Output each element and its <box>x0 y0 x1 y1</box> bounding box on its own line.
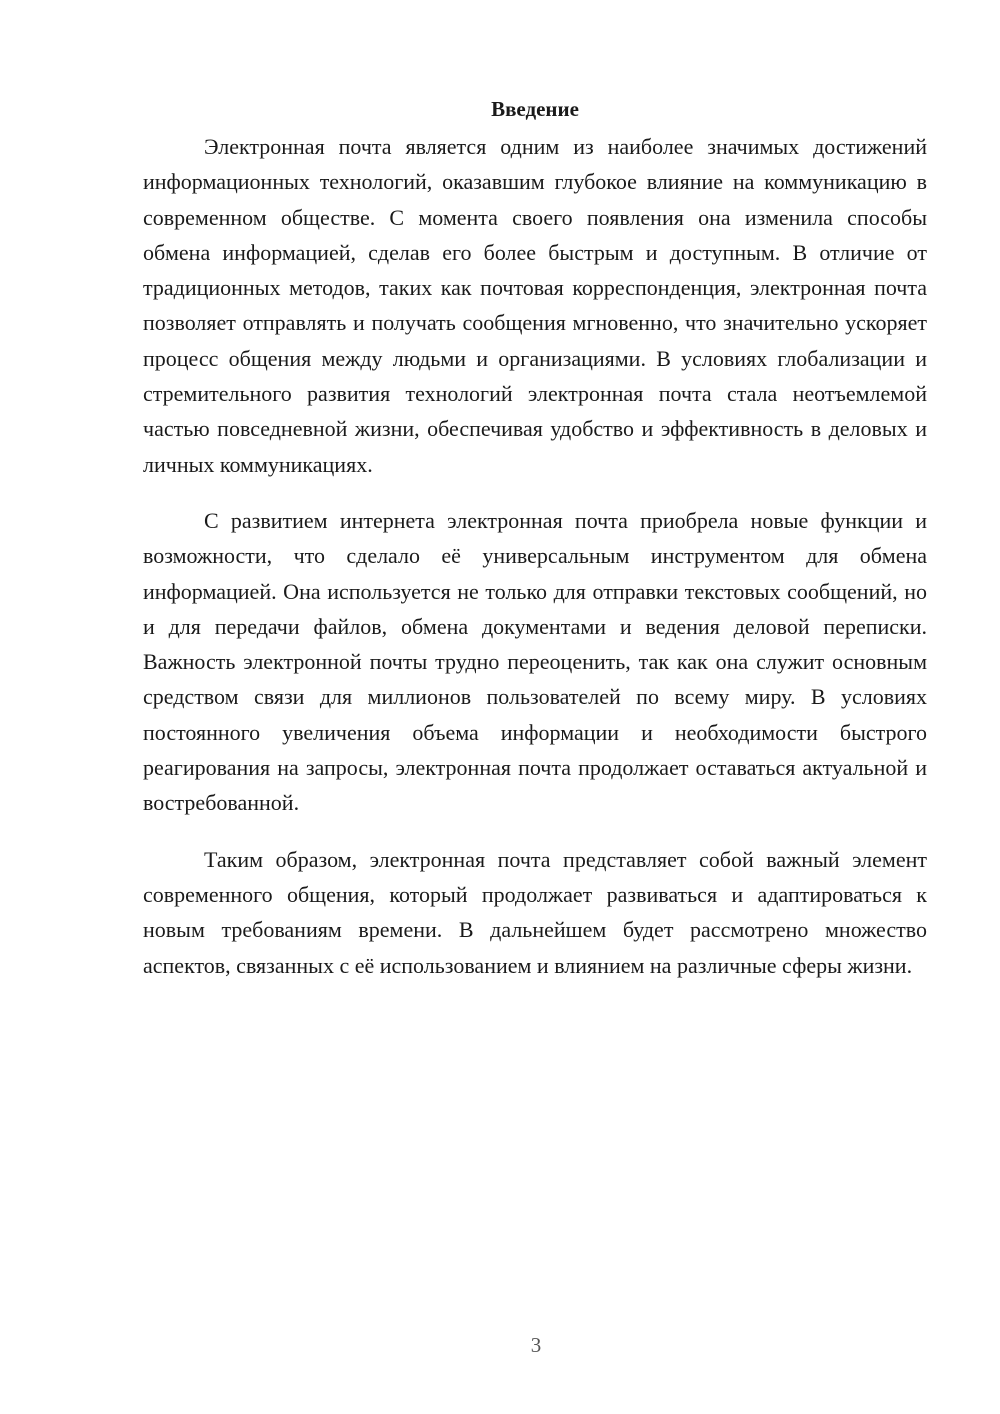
page-content <box>143 92 927 983</box>
page-number: 3 <box>530 1333 542 1357</box>
section-title: Введение <box>491 97 579 121</box>
paragraph-1: Электронная почта является одним из наиболее значимых достижений информационных технологий, оказавшим глубокое влияние на коммуникацию в современном обществе. С момента своего появления она изменила способы обмена информацией, сделав его более быстрым и доступным. В отличие от традиционных методов, таких как почтовая корреспонденция, электронная почта позволяет отправлять и получать сообщения мгновенно, что значительно ускоряет процесс общения между людьми и организациями. В условиях глобализации и стремительного развития технологий электронная почта стала неотъемлемой частью повседневной жизни, обеспечивая удобство и эффективность в деловых и личных коммуникациях. <box>143 134 927 477</box>
paragraph-3: Таким образом, электронная почта представляет собой важный элемент современного общения, который продолжает развиваться и адаптироваться к новым требованиям времени. В дальнейшем будет рассмотрено множество аспектов, связанных с её использованием и влиянием на различные сферы жизни. <box>143 846 927 978</box>
paragraph-2: С развитием интернета электронная почта приобрела новые функции и возможности, что сделало её универсальным инструментом для обмена информацией. Она используется не только для отправки текстовых сообщений, но и для передачи файлов, обмена документами и ведения деловой переписки. Важность электронной почты трудно переоценить, так как она служит основным средством связи для миллионов пользователей по всему миру. В условиях постоянного увеличения объема информации и необходимости быстрого реагирования на запросы, электронная почта продолжает оставаться актуальной и востребованной. <box>143 507 927 816</box>
